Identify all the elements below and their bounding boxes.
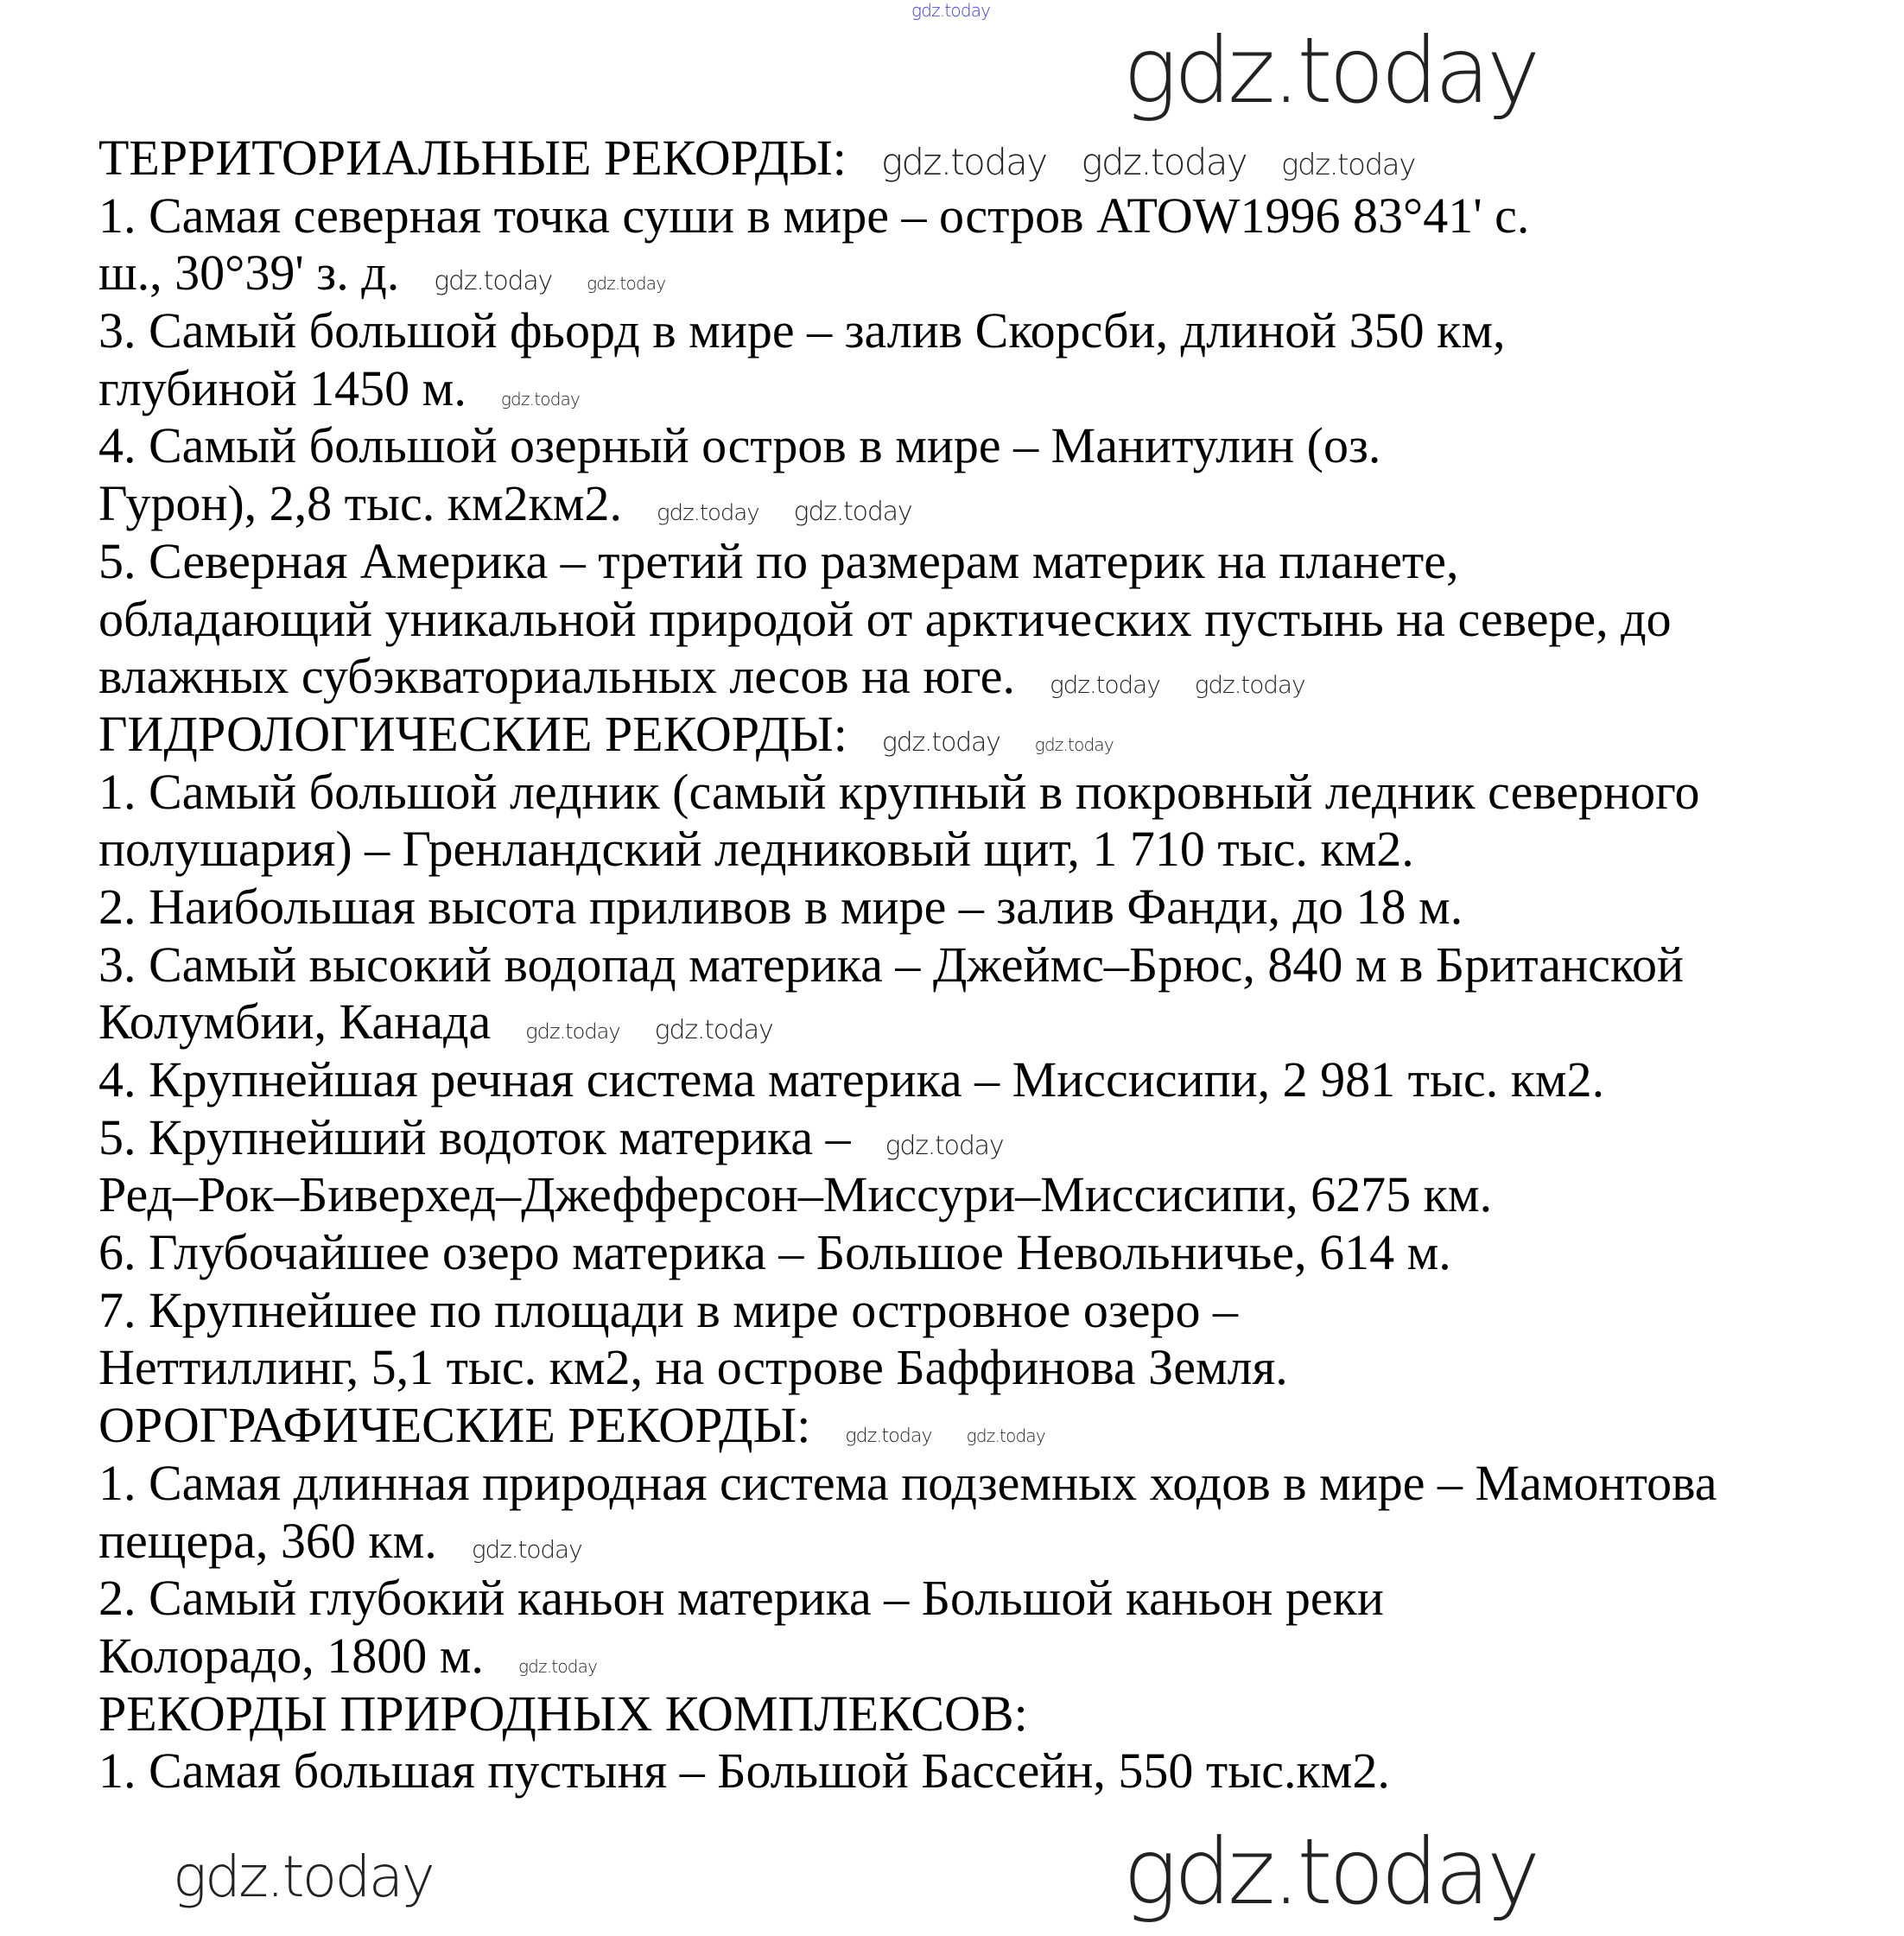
text-line: 1. Самая северная точка суши в мире – остров ATOW1996 83°41' с. (98, 187, 1530, 244)
watermark: gdz.today (657, 500, 759, 527)
watermark: gdz.today (1280, 148, 1416, 182)
watermark: gdz.today (1034, 733, 1114, 755)
text-line: полушария) – Гренландский ледниковый щит, 1 710 тыс. км2. (98, 821, 1414, 878)
text-line: 6. Глубочайшее озеро материка – Большое Невольничье, 614 м. (98, 1224, 1451, 1281)
watermark: gdz.today (881, 727, 1000, 758)
watermark: gdz.today (1194, 670, 1305, 700)
section-heading-territorial: ТЕРРИТОРИАЛЬНЫЕ РЕКОРДЫ: (98, 130, 847, 186)
text-line: 7. Крупнейшее по площади в мире островное озеро – (98, 1281, 1239, 1338)
text-line: влажных субэкваториальных лесов на юге. (98, 648, 1015, 705)
text-line: 3. Самый высокий водопад материка – Джеймс–Брюс, 840 м в Британской (98, 936, 1685, 993)
watermark: gdz.today (654, 1015, 773, 1046)
watermark: gdz.today (173, 1844, 434, 1910)
text-line: 3. Самый большой фьорд в мире – залив Скорсби, длиной 350 км, (98, 302, 1506, 359)
section-heading-natural-complexes: РЕКОРДЫ ПРИРОДНЫХ КОМПЛЕКСОВ: (98, 1685, 1028, 1742)
section-heading-orographic: ОРОГРАФИЧЕСКИЕ РЕКОРДЫ: (98, 1397, 811, 1454)
text-line: 2. Наибольшая высота приливов в мире – залив Фанди, до 18 м. (98, 878, 1463, 935)
text-line: 1. Самая большая пустыня – Большой Бассейн, 550 тыс.км2. (98, 1742, 1390, 1800)
section-heading-territorial-row (98, 130, 1717, 187)
text-line: 5. Крупнейший водоток материка – (98, 1108, 851, 1165)
text-line: Гурон), 2,8 тыс. км2км2. (98, 475, 622, 532)
text-line: Неттиллинг, 5,1 тыс. км2, на острове Баффинова Земля. (98, 1339, 1288, 1396)
watermark: gdz.today (1123, 1819, 1537, 1925)
text-line: обладающий уникальной природой от арктических пустынь на севере, до (98, 590, 1672, 647)
text-line: пещера, 360 км. (98, 1512, 437, 1569)
watermark: gdz.today (1123, 18, 1537, 124)
watermark: gdz.today (434, 266, 553, 297)
watermark: gdz.today (845, 1425, 932, 1448)
watermark: gdz.today (471, 1534, 582, 1564)
text-line: 2. Самый глубокий каньон материка – Большой каньон реки (98, 1570, 1384, 1627)
text-line: 4. Крупнейшая речная система материка – Миссисипи, 2 981 тыс. км2. (98, 1051, 1605, 1108)
watermark: gdz.today (587, 273, 666, 295)
watermark: gdz.today (517, 1655, 598, 1677)
text-line: Колумбии, Канада (98, 993, 492, 1051)
watermark: gdz.today (525, 1019, 620, 1044)
text-line: 5. Северная Америка – третий по размерам материк на планете, (98, 532, 1459, 589)
watermark: gdz.today (793, 497, 912, 528)
watermark: gdz.today (911, 0, 991, 21)
document-body (98, 130, 1717, 1800)
text-line: Колорадо, 1800 м. (98, 1627, 484, 1684)
text-line: глубиной 1450 м. (98, 359, 466, 416)
text-line: ш., 30°39' з. д. (98, 244, 400, 302)
text-line: Ред–Рок–Биверхед–Джефферсон–Миссури–Миссисипи, 6275 км. (98, 1166, 1493, 1223)
text-line: 1. Самая длинная природная система подземных ходов в мире – Мамонтова (98, 1454, 1717, 1511)
text-line: 4. Самый большой озерный остров в мире – Манитулин (оз. (98, 417, 1381, 474)
text-line: 1. Самый большой ледник (самый крупный в покровный ледник северного (98, 763, 1700, 820)
watermark: gdz.today (885, 1130, 1004, 1161)
watermark: gdz.today (500, 388, 581, 409)
watermark: gdz.today (1049, 670, 1160, 700)
watermark: gdz.today (880, 141, 1047, 183)
watermark: gdz.today (1081, 141, 1247, 183)
section-heading-hydrological: ГИДРОЛОГИЧЕСКИЕ РЕКОРДЫ: (98, 705, 847, 762)
watermark: gdz.today (966, 1425, 1045, 1447)
